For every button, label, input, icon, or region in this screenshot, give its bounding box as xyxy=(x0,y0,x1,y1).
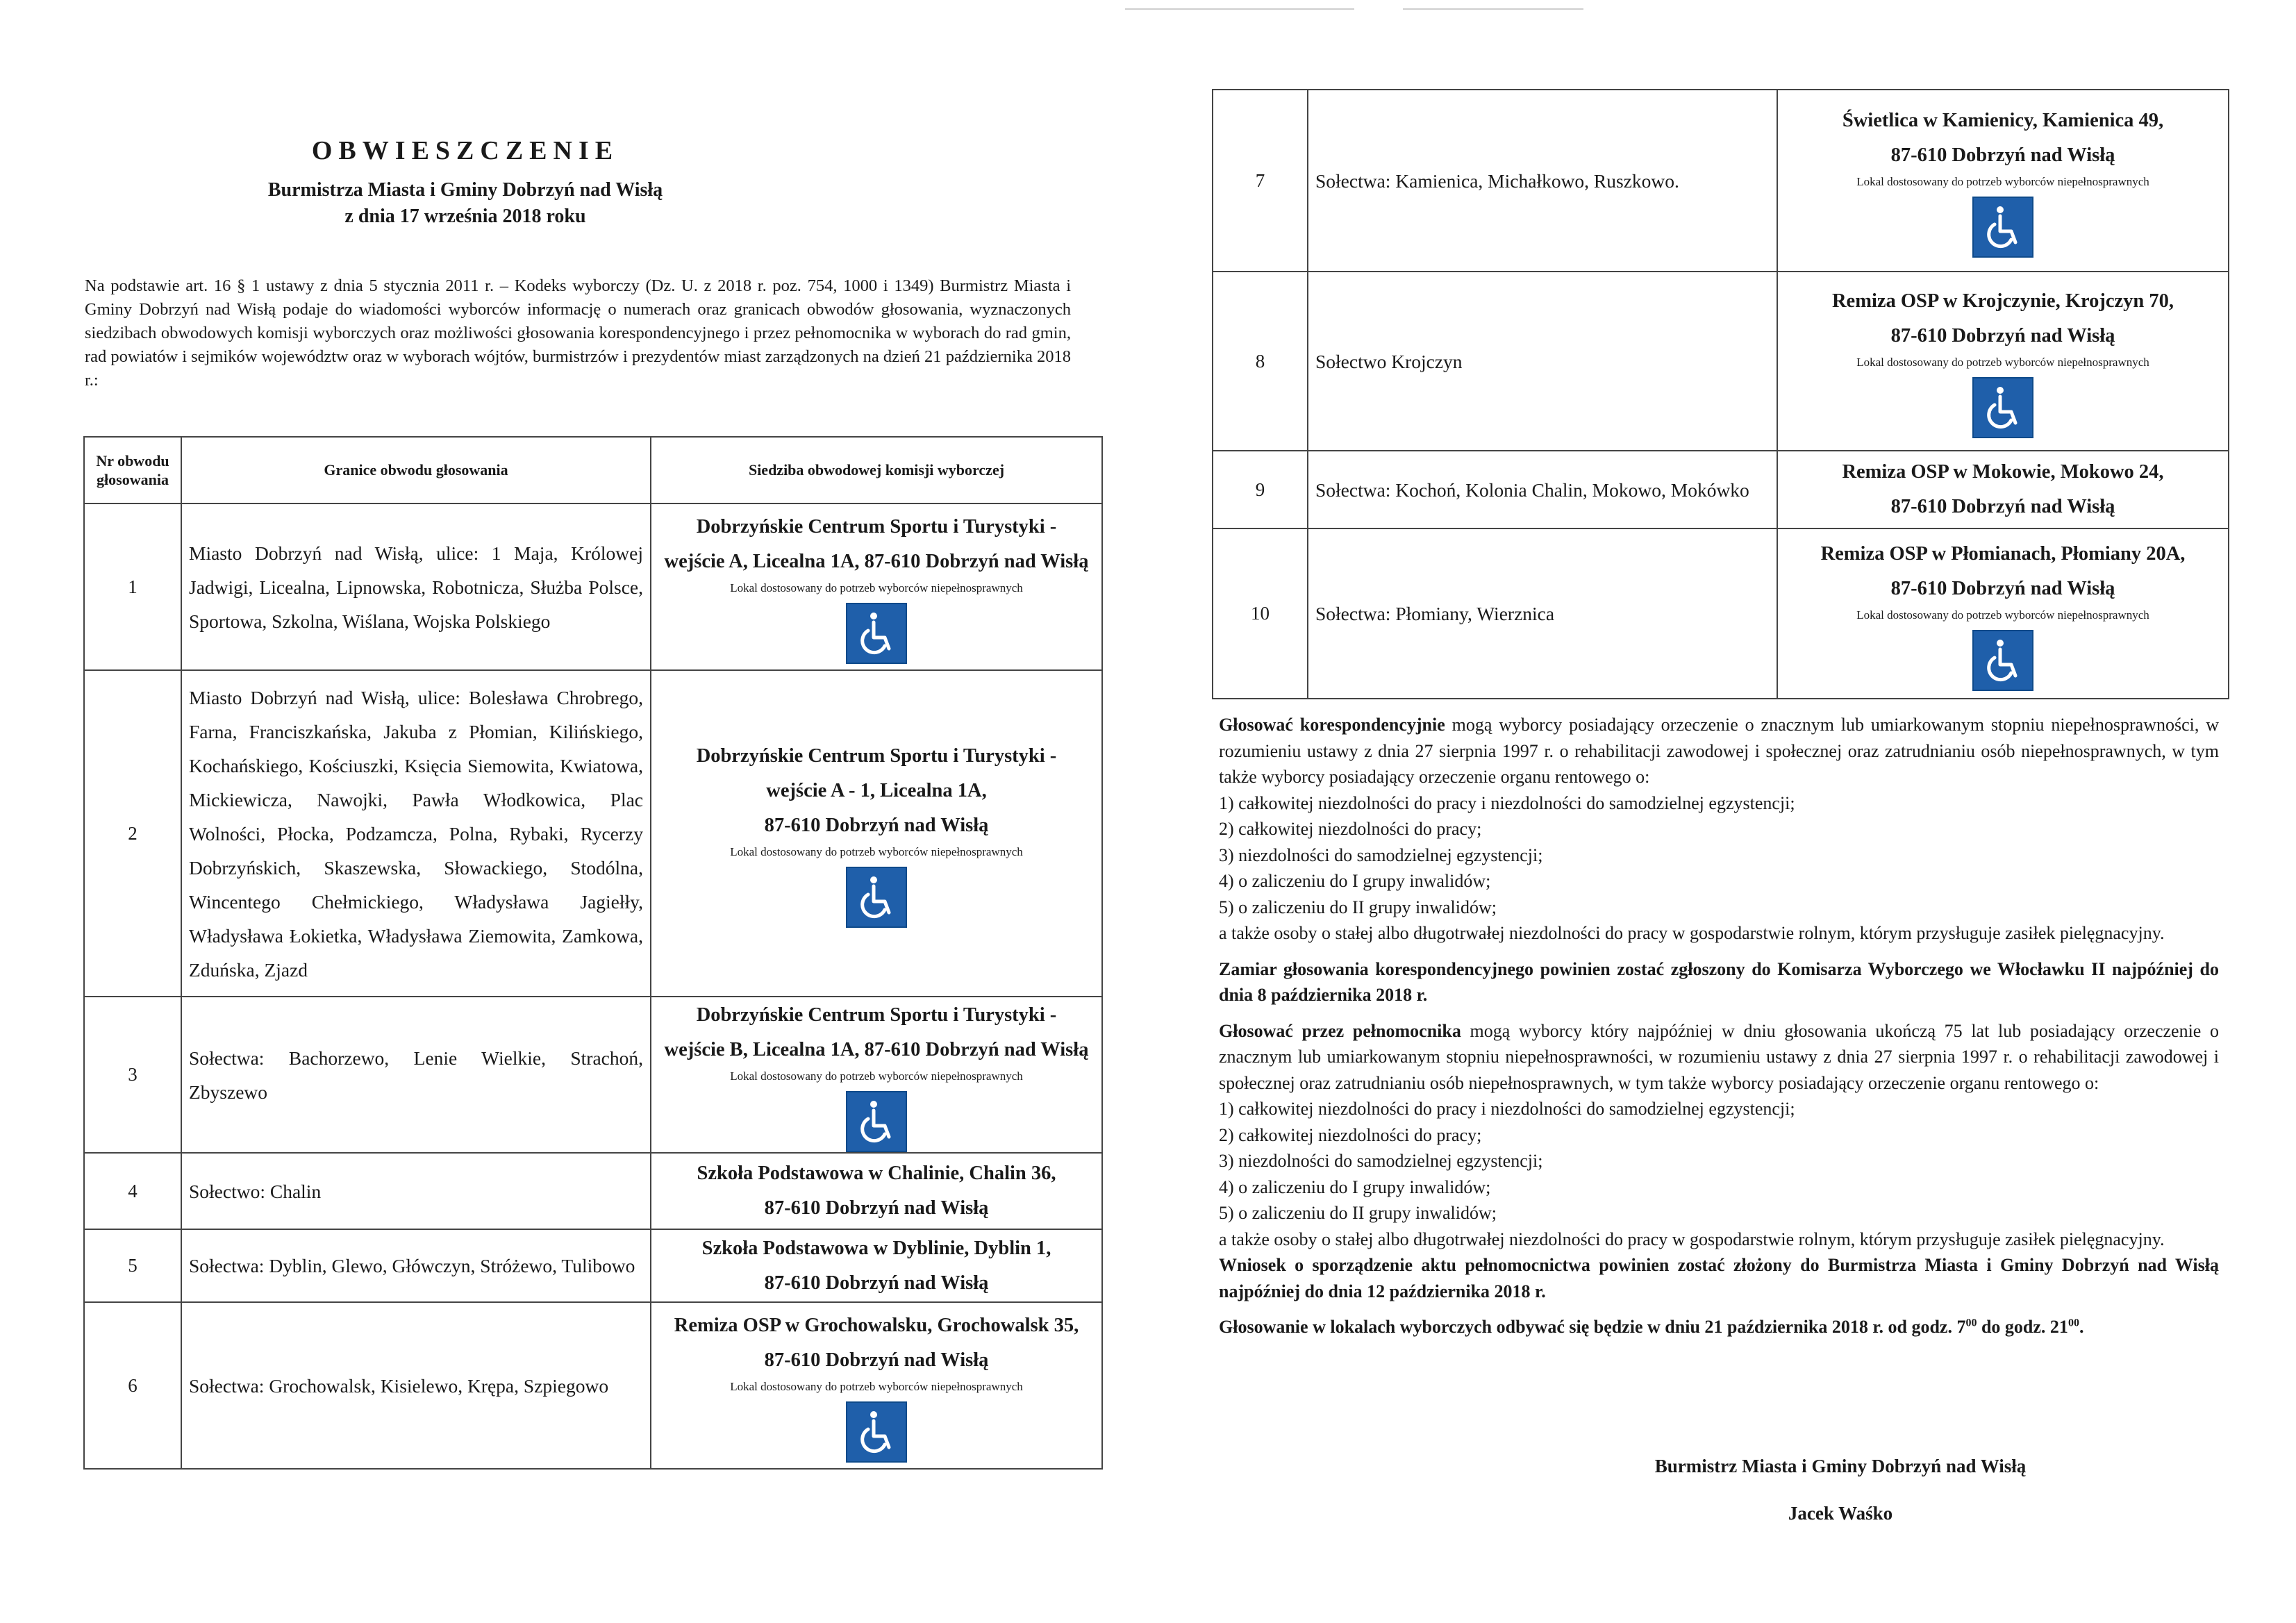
seat-address-line: Dobrzyńskie Centrum Sportu i Turystyki - xyxy=(696,516,1057,538)
seat-address-line: Szkoła Podstawowa w Dyblinie, Dyblin 1, xyxy=(701,1237,1051,1259)
accessible-note: Lokal dostosowany do potrzeb wyborców niepełnosprawnych xyxy=(1856,175,2149,188)
seat-address-line: Świetlica w Kamienicy, Kamienica 49, xyxy=(1842,110,2164,131)
scan-artifact xyxy=(1125,8,1354,10)
seat-address-line: 87-610 Dobrzyń nad Wisłą xyxy=(764,815,989,836)
pelnomocnik-conditions xyxy=(1219,1096,2219,1226)
district-boundaries: Sołectwa: Dyblin, Glewo, Główczyn, Stróżewo, Tulibowo xyxy=(181,1229,651,1302)
table-row xyxy=(1213,272,2229,451)
district-number: 1 xyxy=(84,503,181,670)
voting-info xyxy=(1219,712,2219,1340)
district-boundaries: Miasto Dobrzyń nad Wisłą, ulice: 1 Maja, Królowej Jadwigi, Licealna, Lipnowska, Robotnicza, Służba Polsce, Sportowa, Szkolna, Wiślana, Wojska Polskiego xyxy=(181,503,651,670)
seat-address-line: 87-610 Dobrzyń nad Wisłą xyxy=(1890,496,2115,517)
seat-address-line: 87-610 Dobrzyń nad Wisłą xyxy=(764,1272,989,1294)
signature-title: Burmistrz Miasta i Gminy Dobrzyń nad Wisłą xyxy=(1654,1456,2027,1476)
header-siedziba: Siedziba obwodowej komisji wyborczej xyxy=(651,437,1102,503)
accessible-note: Lokal dostosowany do potrzeb wyborców niepełnosprawnych xyxy=(730,1380,1023,1393)
seat-address-line: Remiza OSP w Krojczynie, Krojczyn 70, xyxy=(1831,290,2174,312)
districts-table-body xyxy=(1213,90,2229,699)
pelnomocnik-closing: a także osoby o stałej albo długotrwałej niezdolności do pracy w gospodarstwie rolnym, którym przysługuje zasiłek pielęgnacyjny. xyxy=(1219,1229,2165,1249)
korespondencyjne-closing: a także osoby o stałej albo długotrwałej niezdolności do pracy w gospodarstwie rolnym, którym przysługuje zasiłek pielęgnacyjny. xyxy=(1219,923,2165,943)
seat-address-line: 87-610 Dobrzyń nad Wisłą xyxy=(764,1349,989,1371)
pelnomocnik-label: Głosować przez pełnomocnika xyxy=(1219,1020,1461,1041)
seat-address-line: 87-610 Dobrzyń nad Wisłą xyxy=(1890,577,2115,599)
district-boundaries: Sołectwa: Grochowalsk, Kisielewo, Krępa, Szpiegowo xyxy=(181,1302,651,1469)
wheelchair-icon xyxy=(846,1401,907,1463)
district-number: 3 xyxy=(84,997,181,1153)
condition-item: 2) całkowitej niezdolności do pracy; xyxy=(1219,1124,1482,1145)
seat-address-line: Remiza OSP w Mokowie, Mokowo 24, xyxy=(1842,461,2164,483)
condition-item: 2) całkowitej niezdolności do pracy; xyxy=(1219,819,1482,839)
hours-text-middle: do godz. 21 xyxy=(1977,1317,2068,1337)
korespondencyjne-conditions xyxy=(1219,790,2219,921)
commission-seat xyxy=(651,1302,1102,1469)
seat-address-line: wejście A, Licealna 1A, 87-610 Dobrzyń nad Wisłą xyxy=(664,551,1089,572)
accessible-note: Lokal dostosowany do potrzeb wyborców niepełnosprawnych xyxy=(730,845,1023,858)
condition-item: 4) o zaliczeniu do I grupy inwalidów; xyxy=(1219,871,1491,891)
header-granice: Granice obwodu głosowania xyxy=(181,437,651,503)
district-boundaries: Sołectwo Krojczyn xyxy=(1308,272,1777,451)
district-number: 5 xyxy=(84,1229,181,1302)
table-row xyxy=(84,503,1102,670)
voting-hours xyxy=(1219,1314,2219,1340)
district-number: 4 xyxy=(84,1153,181,1229)
district-boundaries: Miasto Dobrzyń nad Wisłą, ulice: Bolesława Chrobrego, Farna, Franciszkańska, Jakuba z Płomian, Kilińskiego, Kochańskiego, Kościuszki, Księcia Siemowita, Kwiatowa, Mickiewicza, Nawojki, Pawła Włodkowica, Plac Wolności, Płocka, Podzamcza, Polna, Rybaki, Rycerzy Dobrzyńskich, Skaszewska, Słowackiego, Stodólna, Wincentego Chełmickiego, Władysława Jagiełły, Władysława Łokietka, Władysława Ziemowita, Zamkowa, Zduńska, Zjazd xyxy=(181,670,651,997)
seat-address-line: 87-610 Dobrzyń nad Wisłą xyxy=(1890,325,2115,347)
korespondencyjne-intro xyxy=(1219,712,2219,790)
issuer-line: Burmistrza Miasta i Gminy Dobrzyń nad Wisłą xyxy=(267,179,663,201)
district-boundaries: Sołectwo: Chalin xyxy=(181,1153,651,1229)
wheelchair-icon xyxy=(1972,197,2033,258)
table-row xyxy=(84,1229,1102,1302)
commission-seat xyxy=(651,670,1102,997)
table-row xyxy=(84,997,1102,1153)
seat-address-line: 87-610 Dobrzyń nad Wisłą xyxy=(1890,144,2115,166)
condition-item: 1) całkowitej niezdolności do pracy i niezdolności do samodzielnej egzystencji; xyxy=(1219,1099,1795,1119)
condition-item: 5) o zaliczeniu do II grupy inwalidów; xyxy=(1219,897,1497,917)
hours-sup1: 00 xyxy=(1965,1317,1977,1329)
seat-address-line: Dobrzyńskie Centrum Sportu i Turystyki - xyxy=(696,745,1057,767)
districts-table-left xyxy=(83,436,1103,1470)
wheelchair-icon xyxy=(1972,377,2033,438)
condition-item: 1) całkowitej niezdolności do pracy i niezdolności do samodzielnej egzystencji; xyxy=(1219,792,1795,813)
pelnomocnik-deadline: Wniosek o sporządzenie aktu pełnomocnictwa powinien zostać złożony do Burmistrza Miasta i Gminy Dobrzyń nad Wisłą najpóźniej do dnia 12 października 2018 r. xyxy=(1219,1255,2219,1301)
seat-address-line: Dobrzyńskie Centrum Sportu i Turystyki - xyxy=(696,1004,1057,1026)
wheelchair-icon xyxy=(846,867,907,928)
seat-address-line: wejście B, Licealna 1A, 87-610 Dobrzyń nad Wisłą xyxy=(664,1038,1089,1060)
table-row xyxy=(1213,451,2229,528)
districts-table-body xyxy=(84,437,1102,1469)
wheelchair-icon xyxy=(846,1091,907,1152)
district-boundaries: Sołectwa: Kamienica, Michałkowo, Ruszkowo. xyxy=(1308,90,1777,272)
commission-seat xyxy=(651,997,1102,1153)
accessible-note: Lokal dostosowany do potrzeb wyborców niepełnosprawnych xyxy=(730,1069,1023,1083)
condition-item: 3) niezdolności do samodzielnej egzystencji; xyxy=(1219,844,1543,865)
korespondencyjne-text: mogą wyborcy posiadający orzeczenie o znacznym lub umiarkowanym stopniu niepełnosprawności, w rozumieniu ustawy z dnia 27 sierpnia 1997 r. o rehabilitacji zawodowej i społecznej oraz zatrudnianiu osób niepełnosprawnych, w tym także wyborcy posiadający orzeczenie organu rentowego o: xyxy=(1219,715,2220,787)
signature-name: Jacek Waśko xyxy=(1788,1503,1893,1524)
intro-paragraph: Na podstawie art. 16 § 1 ustawy z dnia 5 stycznia 2011 r. – Kodeks wyborczy (Dz. U. z 2018 r. poz. 754, 1000 i 1349) Burmistrz Miasta i Gminy Dobrzyń nad Wisłą podaje do wiadomości wyborców informację o numerach oraz granicach obwodów głosowania, wyznaczonych siedzibach obwodowych komisji wyborczych oraz możliwości głosowania korespondencyjnego i przez pełnomocnika w wyborach do rad gmin, rad powiatów i sejmików województw oraz w wyborach wójtów, burmistrzów i prezydentów miast zarządzonych na dzień 21 października 2018 r.: xyxy=(85,276,1071,390)
table-row xyxy=(1213,90,2229,272)
document-subtitle xyxy=(83,177,847,230)
table-row xyxy=(84,1302,1102,1469)
hours-text-after: . xyxy=(2079,1317,2084,1337)
commission-seat xyxy=(651,1229,1102,1302)
commission-seat xyxy=(651,503,1102,670)
district-number: 2 xyxy=(84,670,181,997)
pelnomocnik-text: mogą wyborcy który najpóźniej w dniu głosowania ukończą 75 lat lub posiadający orzeczenie o znacznym lub umiarkowanym stopniu niepełnosprawności, w rozumieniu ustawy z dnia 27 sierpnia 1997 r. o rehabilitacji zawodowej i społecznej oraz zatrudnianiu osób niepełnosprawnych, w tym także wyborcy posiadający orzeczenie organu rentowego o: xyxy=(1219,1020,2220,1093)
commission-seat xyxy=(1777,272,2229,451)
district-number: 6 xyxy=(84,1302,181,1469)
hours-sup2: 00 xyxy=(2068,1317,2079,1329)
district-number: 9 xyxy=(1213,451,1308,528)
district-boundaries: Sołectwa: Płomiany, Wierznica xyxy=(1308,528,1777,699)
accessible-note: Lokal dostosowany do potrzeb wyborców niepełnosprawnych xyxy=(730,581,1023,594)
condition-item: 5) o zaliczeniu do II grupy inwalidów; xyxy=(1219,1203,1497,1223)
table-row xyxy=(1213,528,2229,699)
wheelchair-icon xyxy=(1972,630,2033,691)
condition-item: 3) niezdolności do samodzielnej egzystencji; xyxy=(1219,1151,1543,1171)
date-line: z dnia 17 września 2018 roku xyxy=(344,206,586,227)
accessible-note: Lokal dostosowany do potrzeb wyborców niepełnosprawnych xyxy=(1856,608,2149,622)
pelnomocnik-intro xyxy=(1219,1018,2219,1097)
district-number: 10 xyxy=(1213,528,1308,699)
scan-artifact xyxy=(1403,8,1583,10)
commission-seat xyxy=(1777,528,2229,699)
hours-text-before: Głosowanie w lokalach wyborczych odbywać się będzie w dniu 21 października 2018 r. od godz. 7 xyxy=(1219,1317,1966,1337)
wheelchair-icon xyxy=(846,603,907,664)
seat-address-line: Remiza OSP w Płomianach, Płomiany 20A, xyxy=(1820,542,2186,565)
korespondencyjne-label: Głosować korespondencyjnie xyxy=(1219,715,1445,735)
district-boundaries: Sołectwa: Kochoń, Kolonia Chalin, Mokowo, Mokówko xyxy=(1308,451,1777,528)
table-row xyxy=(84,670,1102,997)
seat-address-line: Remiza OSP w Grochowalsku, Grochowalsk 35, xyxy=(674,1315,1079,1336)
district-boundaries: Sołectwa: Bachorzewo, Lenie Wielkie, Strachoń, Zbyszewo xyxy=(181,997,651,1153)
header-nr: Nr obwodu głosowania xyxy=(84,437,181,503)
condition-item: 4) o zaliczeniu do I grupy inwalidów; xyxy=(1219,1176,1491,1197)
table-header-row xyxy=(84,437,1102,503)
table-row xyxy=(84,1153,1102,1229)
commission-seat xyxy=(1777,90,2229,272)
district-number: 7 xyxy=(1213,90,1308,272)
accessible-note: Lokal dostosowany do potrzeb wyborców niepełnosprawnych xyxy=(1856,356,2149,369)
document-title: OBWIESZCZENIE xyxy=(311,136,619,165)
commission-seat xyxy=(651,1153,1102,1229)
districts-table-right xyxy=(1212,89,2229,699)
seat-address-line: Szkoła Podstawowa w Chalinie, Chalin 36, xyxy=(697,1163,1056,1184)
seat-address-line: 87-610 Dobrzyń nad Wisłą xyxy=(764,1197,989,1219)
seat-address-line: wejście A - 1, Licealna 1A, xyxy=(766,780,987,801)
district-number: 8 xyxy=(1213,272,1308,451)
commission-seat xyxy=(1777,451,2229,528)
korespondencyjne-deadline: Zamiar głosowania korespondencyjnego powinien zostać zgłoszony do Komisarza Wyborczego we Włocławku II najpóźniej do dnia 8 października 2018 r. xyxy=(1219,958,2219,1005)
